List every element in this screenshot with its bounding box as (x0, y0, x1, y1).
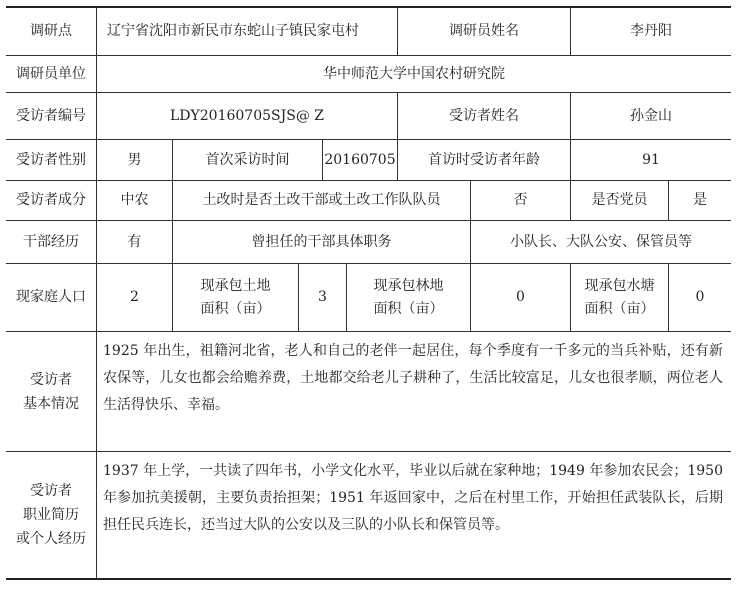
contracted-forest-label-line2: 面积（亩） (373, 300, 444, 317)
age-at-interview-label: 首访时受访者年龄 (428, 151, 540, 168)
household-size-value: 2 (130, 289, 139, 306)
interviewee-gender-value: 男 (127, 151, 142, 168)
contracted-farmland-label-line2: 面积（亩） (200, 300, 271, 317)
contracted-farmland-value: 3 (318, 289, 327, 306)
researcher-unit-value: 华中师范大学中国农村研究院 (323, 65, 505, 82)
cadre-positions-label: 曾担任的干部具体职务 (251, 233, 392, 250)
contracted-forest-label (347, 264, 470, 331)
career-history-label-line1: 受访者 (30, 483, 72, 499)
contracted-pond-label (571, 264, 668, 331)
survey-site-value: 辽宁省沈阳市新民市东蛇山子镇民家屯村 (107, 22, 359, 39)
basic-info-label (6, 332, 96, 451)
basic-info-text: 1925 年出生，祖籍河北省，老人和自己的老伴一起居住，每个季度有一千多元的当兵补贴，还有新农保等，儿女也都会给赡养费，土地都交给老儿子耕种了，生活比较富足，儿女也很孝顺，两位老人生活得快乐、幸福。 (103, 343, 723, 413)
party-member-value: 是 (693, 192, 707, 209)
contracted-forest-value: 0 (516, 289, 525, 306)
cadre-positions-value: 小队长、大队公安、保管员等 (510, 233, 692, 250)
land-reform-cadre-value: 否 (513, 192, 528, 209)
contracted-pond-value: 0 (695, 289, 705, 306)
table-bottom-border (6, 578, 731, 580)
party-member-label: 是否党员 (591, 192, 648, 209)
basic-info-label-line2: 基本情况 (23, 395, 79, 412)
class-status-value: 中农 (120, 192, 149, 209)
contracted-pond-label-line2: 面积（亩） (584, 300, 655, 317)
survey-site-label: 调研点 (30, 22, 72, 39)
researcher-name-value: 李丹阳 (630, 22, 672, 39)
age-at-interview-value: 91 (642, 151, 660, 168)
first-interview-date-value: 20160705 (324, 151, 396, 168)
cadre-experience-value: 有 (127, 233, 142, 250)
first-interview-date-label: 首次采访时间 (205, 151, 290, 168)
household-size-label: 现家庭人口 (16, 289, 86, 306)
class-status-label: 受访者成分 (16, 192, 86, 209)
interviewee-name-label: 受访者姓名 (449, 107, 519, 124)
contracted-pond-label-line1: 现承包水塘 (584, 278, 655, 295)
interviewee-id-value: LDY20160705SJS@ Z (170, 107, 324, 124)
contracted-forest-label-line1: 现承包林地 (373, 278, 444, 295)
cadre-experience-label: 干部经历 (23, 233, 79, 250)
basic-info-label-line1: 受访者 (30, 371, 72, 388)
career-history-label-line2: 职业简历 (23, 507, 79, 523)
contracted-farmland-label-line1: 现承包土地 (200, 278, 271, 295)
career-history-label-line3: 或个人经历 (16, 531, 86, 547)
career-history-text: 1937 年上学，一共读了四年书，小学文化水平，毕业以后就在家种地；1949 年参加农民会；1950 年参加抗美援朝，主要负责抬担架；1951 年返回家中，之后在村里工作，开始担任武装队长，后期担任民兵连长，还当过大队的公安以及三队的小队长和保管员等。 (103, 463, 723, 533)
researcher-name-label: 调研员姓名 (449, 22, 519, 39)
interviewee-name-value: 孙金山 (630, 107, 672, 124)
interviewee-gender-label: 受访者性别 (16, 151, 86, 168)
career-history-label (6, 452, 96, 578)
researcher-unit-label: 调研员单位 (16, 65, 86, 82)
land-reform-cadre-label: 土改时是否土改干部或土改工作队队员 (202, 192, 441, 209)
interviewee-id-label: 受访者编号 (16, 107, 86, 124)
contracted-farmland-label (173, 264, 298, 331)
